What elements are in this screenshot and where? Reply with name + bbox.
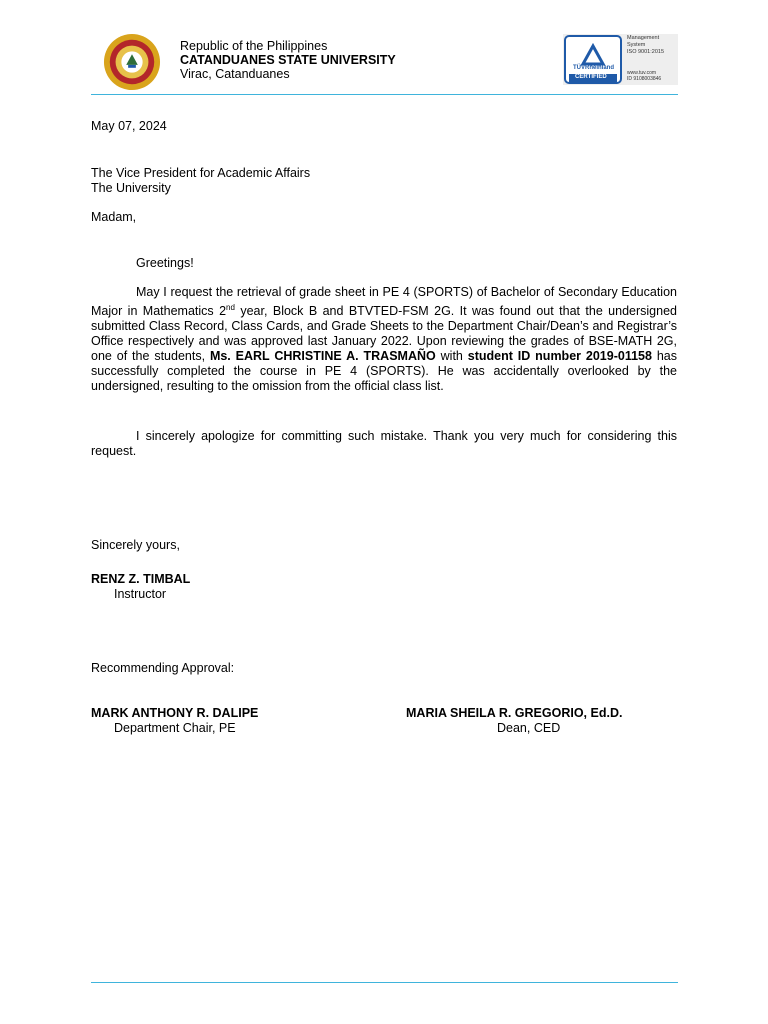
recipient-title: The Vice President for Academic Affairs — [91, 166, 311, 180]
header-republic: Republic of the Philippines — [180, 39, 328, 53]
approver1-name: MARK ANTHONY R. DALIPE — [91, 706, 259, 720]
body-paragraph-2: I sincerely apologize for committing such mistake. Thank you very much for considering this request. — [91, 429, 677, 458]
tuv-contact-text: www.tuv.com ID 9108003846 — [627, 70, 662, 82]
salutation: Madam, — [91, 210, 137, 224]
student-name: Ms. EARL CHRISTINE A. TRASMAÑO — [209, 349, 436, 364]
header-text — [180, 39, 396, 81]
header-divider — [91, 94, 678, 95]
header-location: Virac, Catanduanes — [180, 67, 290, 81]
signer-title: Instructor — [114, 587, 167, 601]
tuv-certification-badge — [563, 34, 678, 85]
letter-date: May 07, 2024 — [91, 119, 167, 133]
recipient-block — [91, 166, 310, 196]
approver2-title: Dean, CED — [497, 721, 561, 735]
student-id: student ID number 2019-01158 — [467, 349, 652, 364]
footer-divider — [91, 982, 678, 983]
signer-name: RENZ Z. TIMBAL — [91, 572, 191, 586]
university-seal-logo — [103, 33, 161, 91]
header-university-name: CATANDUANES STATE UNIVERSITY — [180, 53, 396, 67]
closing: Sincerely yours, — [91, 538, 180, 552]
tuv-system-text: Management System ISO 9001:2015 — [627, 35, 665, 55]
recommending-label: Recommending Approval: — [91, 661, 235, 675]
greeting: Greetings! — [136, 256, 194, 270]
approver1-title: Department Chair, PE — [114, 721, 236, 735]
approver2-name: MARIA SHEILA R. GREGORIO, Ed.D. — [406, 706, 623, 720]
body-paragraph-1: May I request the retrieval of grade sheet in PE 4 (SPORTS) of Bachelor of Secondary Education Major in Mathematics 2nd year, Block B and BTVTED-FSM 2G. It was found out that the undersigned submitted Class Record, Class Cards, and Grade Sheets to the Department Chair/Dean’s and Registrar’s Office respectively and was approved last January 2022. Upon reviewing the grades of BSE-MATH 2G, one of the students, Ms. EARL CHRISTINE A. TRASMAÑO with student ID number 2019-01158 has successfully completed the course in PE 4 (SPORTS). He was accidentally overlooked by the undersigned, resulting to the omission from the official class list. — [91, 285, 677, 394]
tuv-certified-label: CERTIFIED — [575, 74, 607, 80]
recipient-org: The University — [91, 181, 171, 195]
tuv-brand: TÜVRheinland — [573, 65, 615, 71]
